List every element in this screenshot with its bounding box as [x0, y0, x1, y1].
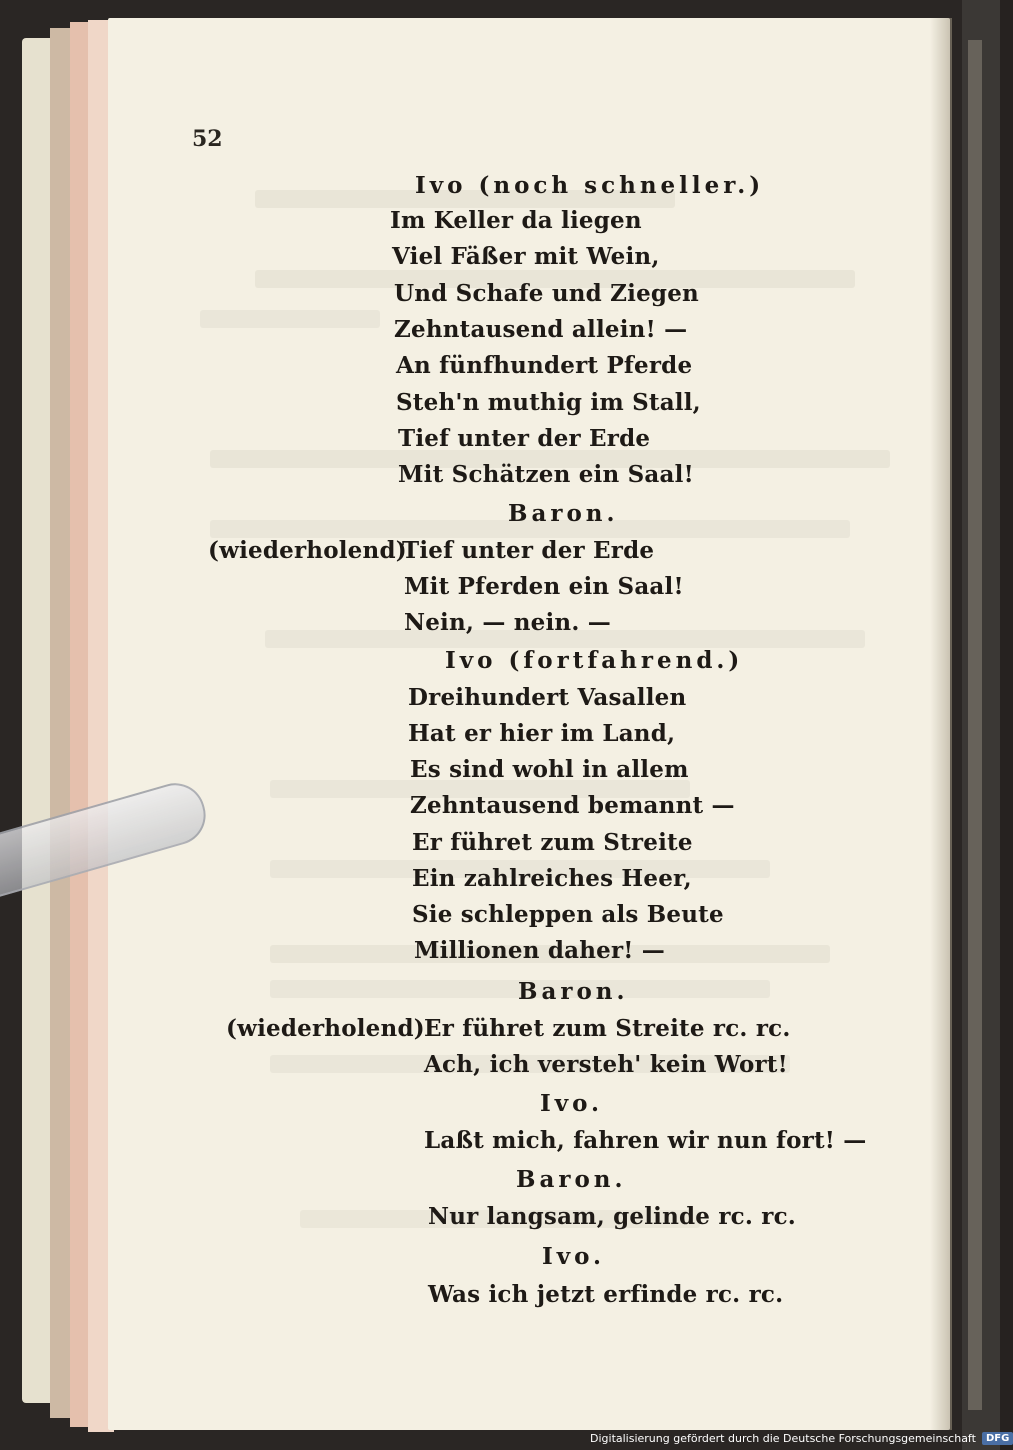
page-number: 52 [192, 126, 223, 152]
verse-line: Er führet zum Streite rc. rc. [424, 1015, 791, 1042]
verse-line: Ach, ich versteh' kein Wort! [424, 1051, 788, 1078]
verse-line: Tief unter der Erde [402, 537, 655, 564]
speaker-line: Baron. [518, 978, 629, 1005]
verse-line: Millionen daher! — [414, 937, 665, 964]
verse-line: Im Keller da liegen [390, 207, 642, 234]
verse-line: Sie schleppen als Beute [412, 901, 724, 928]
verse-line: Laßt mich, fahren wir nun fort! — [424, 1127, 867, 1154]
verse-line: Nur langsam, gelinde rc. rc. [428, 1203, 797, 1230]
verse-line: Steh'n muthig im Stall, [396, 389, 701, 416]
next-leaf-edge [968, 40, 982, 1410]
verse-line: Mit Schätzen ein Saal! [398, 461, 694, 488]
speaker-line: Baron. [508, 500, 619, 527]
verse-line: Dreihundert Vasallen [408, 684, 687, 711]
verse-line: Es sind wohl in allem [410, 756, 689, 783]
verse-line: An fünfhundert Pferde [396, 352, 693, 379]
verse-line: Nein, — nein. — [404, 609, 611, 636]
speaker-line: Ivo. [540, 1090, 604, 1117]
speaker-line: Baron. [516, 1166, 627, 1193]
verse-line: Tief unter der Erde [398, 425, 651, 452]
speaker-line: Ivo. [542, 1243, 606, 1270]
verse-line: Ein zahlreiches Heer, [412, 865, 692, 892]
stage-direction: (wiederholend) [208, 537, 407, 564]
verse-line: Und Schafe und Ziegen [394, 280, 699, 307]
verse-line: Hat er hier im Land, [408, 720, 676, 747]
verse-line: Zehntausend allein! — [394, 316, 688, 343]
verse-line: Viel Fäßer mit Wein, [392, 243, 660, 270]
stage-direction: (wiederholend) [226, 1015, 425, 1042]
verse-line: Mit Pferden ein Saal! [404, 573, 684, 600]
digitization-credit [590, 1428, 1013, 1448]
speaker-line: Ivo (fortfahrend.) [445, 647, 744, 674]
verse-line: Zehntausend bemannt — [410, 792, 735, 819]
verse-line: Er führet zum Streite [412, 829, 693, 856]
page-gutter-shadow [930, 18, 952, 1430]
verse-line: Was ich jetzt erfinde rc. rc. [428, 1281, 784, 1308]
credit-text: Digitalisierung gefördert durch die Deutsche Forschungsgemeinschaft [590, 1431, 976, 1445]
dfg-logo: DFG [982, 1432, 1013, 1445]
speaker-line: Ivo (noch schneller.) [415, 172, 765, 199]
